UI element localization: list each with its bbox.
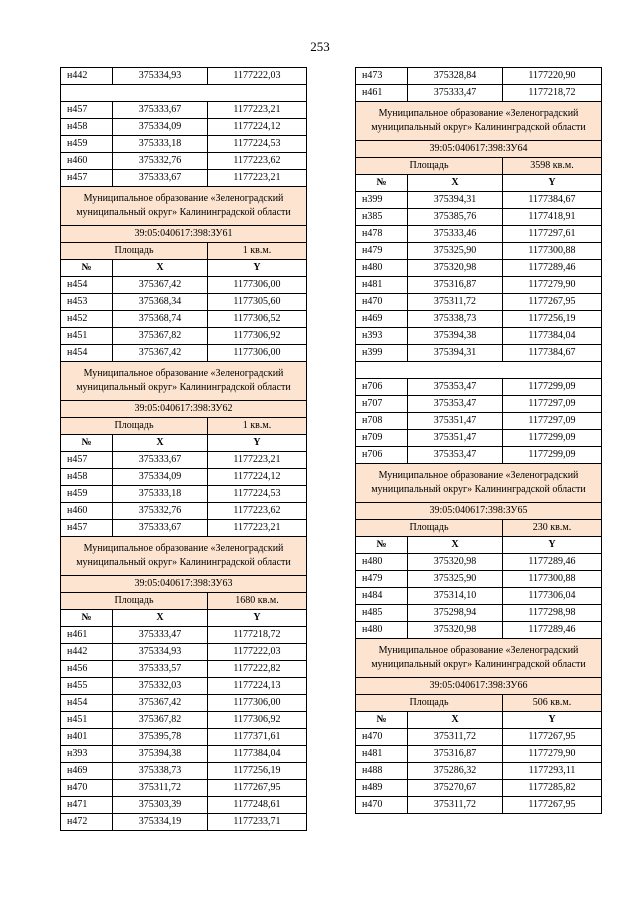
area-row (356, 520, 602, 537)
column-header-number: № (61, 260, 113, 277)
point-number: н708 (356, 413, 408, 430)
point-number: н451 (61, 712, 113, 729)
table-row (61, 729, 307, 746)
coordinate-x: 375333,18 (113, 486, 208, 503)
table-row (61, 678, 307, 695)
coordinate-y: 1177218,72 (208, 627, 307, 644)
table-row (61, 328, 307, 345)
table-row (61, 814, 307, 831)
coordinate-x: 375394,38 (113, 746, 208, 763)
point-number: н461 (61, 627, 113, 644)
column-header-row (356, 537, 602, 554)
column-header-y: Y (208, 260, 307, 277)
area-row (61, 593, 307, 610)
point-number: н453 (61, 294, 113, 311)
column-header-x: X (113, 260, 208, 277)
coordinate-x: 375286,32 (408, 763, 503, 780)
coordinate-x: 375368,74 (113, 311, 208, 328)
table-row (356, 447, 602, 464)
point-number: н707 (356, 396, 408, 413)
table-row (61, 486, 307, 503)
coordinate-y: 1177285,82 (503, 780, 602, 797)
coordinate-x: 375314,10 (408, 588, 503, 605)
point-number: н459 (61, 486, 113, 503)
coordinate-x: 375333,18 (113, 136, 208, 153)
blank-cell (356, 362, 602, 379)
table-row (61, 797, 307, 814)
coordinate-y: 1177384,04 (208, 746, 307, 763)
point-number: н393 (61, 746, 113, 763)
table-row (61, 311, 307, 328)
area-label: Площадь (356, 695, 503, 712)
table-row (356, 226, 602, 243)
point-number: н470 (356, 797, 408, 814)
table-row (61, 780, 307, 797)
coordinate-x: 375333,57 (113, 661, 208, 678)
area-row (356, 158, 602, 175)
point-number: н479 (356, 243, 408, 260)
table-row (61, 763, 307, 780)
point-number: н399 (356, 345, 408, 362)
coordinate-y: 1177293,11 (503, 763, 602, 780)
municipality-row (356, 639, 602, 678)
point-number: н479 (356, 571, 408, 588)
column-header-x: X (113, 610, 208, 627)
table-row (61, 452, 307, 469)
coordinate-y: 1177267,95 (503, 729, 602, 746)
coordinate-y: 1177224,53 (208, 486, 307, 503)
point-number: н452 (61, 311, 113, 328)
table-row (61, 102, 307, 119)
area-value: 1680 кв.м. (208, 593, 307, 610)
area-value: 3598 кв.м. (503, 158, 602, 175)
point-number: н470 (61, 780, 113, 797)
coordinate-x: 375333,47 (408, 85, 503, 102)
cadastral-number-row (356, 141, 602, 158)
coordinate-x: 375320,98 (408, 622, 503, 639)
table-row (356, 571, 602, 588)
area-value: 1 кв.м. (208, 243, 307, 260)
table-row (356, 396, 602, 413)
point-number: н442 (61, 644, 113, 661)
point-number: н478 (356, 226, 408, 243)
area-row (61, 243, 307, 260)
table-row (356, 622, 602, 639)
coordinate-x: 375333,67 (113, 102, 208, 119)
point-number: н469 (61, 763, 113, 780)
column-header-y: Y (208, 435, 307, 452)
table-row (356, 763, 602, 780)
point-number: н485 (356, 605, 408, 622)
table-row (356, 260, 602, 277)
coordinate-x: 375311,72 (408, 294, 503, 311)
point-number: н393 (356, 328, 408, 345)
point-number: н470 (356, 729, 408, 746)
column-header-row (356, 712, 602, 729)
column-header-y: Y (503, 175, 602, 192)
table-row (356, 68, 602, 85)
coordinate-y: 1177223,21 (208, 170, 307, 187)
municipality-name: Муниципальное образование «Зеленоградский муниципальный округ» Калининградской области (61, 362, 307, 401)
column-header-x: X (408, 175, 503, 192)
coordinate-y: 1177306,92 (208, 712, 307, 729)
coordinate-y: 1177384,67 (503, 345, 602, 362)
point-number: н451 (61, 328, 113, 345)
point-number: н459 (61, 136, 113, 153)
column-header-number: № (356, 537, 408, 554)
table-row (61, 520, 307, 537)
table-row (61, 469, 307, 486)
coordinate-x: 375353,47 (408, 447, 503, 464)
coordinate-x: 375353,47 (408, 379, 503, 396)
coordinate-x: 375353,47 (408, 396, 503, 413)
point-number: н454 (61, 695, 113, 712)
point-number: н457 (61, 102, 113, 119)
table-row (61, 294, 307, 311)
municipality-name: Муниципальное образование «Зеленоградский муниципальный округ» Калининградской области (356, 464, 602, 503)
municipality-name: Муниципальное образование «Зеленоградский муниципальный округ» Калининградской области (61, 537, 307, 576)
column-header-number: № (356, 712, 408, 729)
coordinate-x: 375334,09 (113, 119, 208, 136)
cadastral-number-row (356, 678, 602, 695)
coordinate-y: 1177299,09 (503, 447, 602, 464)
coordinate-y: 1177222,03 (208, 644, 307, 661)
municipality-name: Муниципальное образование «Зеленоградский муниципальный округ» Калининградской области (61, 187, 307, 226)
point-number: н469 (356, 311, 408, 328)
coordinate-x: 375328,84 (408, 68, 503, 85)
table-row (356, 605, 602, 622)
coordinate-x: 375320,98 (408, 260, 503, 277)
point-number: н385 (356, 209, 408, 226)
coordinate-x: 375311,72 (113, 780, 208, 797)
point-number: н473 (356, 68, 408, 85)
table-row (356, 277, 602, 294)
table-row (61, 695, 307, 712)
coordinate-x: 375332,76 (113, 153, 208, 170)
point-number: н458 (61, 469, 113, 486)
cadastral-number-row (61, 401, 307, 418)
coordinate-x: 375333,46 (408, 226, 503, 243)
blank-row (356, 362, 602, 379)
coordinate-x: 375394,31 (408, 345, 503, 362)
column-header-x: X (408, 712, 503, 729)
cadastral-number-row (61, 226, 307, 243)
table-row (61, 68, 307, 85)
coordinate-y: 1177384,67 (503, 192, 602, 209)
municipality-row (61, 537, 307, 576)
coordinate-x: 375338,73 (113, 763, 208, 780)
table-row (61, 170, 307, 187)
coordinate-x: 375367,42 (113, 345, 208, 362)
table-row (356, 294, 602, 311)
point-number: н461 (356, 85, 408, 102)
municipality-row (61, 187, 307, 226)
municipality-name: Муниципальное образование «Зеленоградский муниципальный округ» Калининградской области (356, 639, 602, 678)
coordinate-y: 1177297,09 (503, 396, 602, 413)
point-number: н401 (61, 729, 113, 746)
coordinate-y: 1177305,60 (208, 294, 307, 311)
point-number: н472 (61, 814, 113, 831)
table-row (356, 311, 602, 328)
point-number: н455 (61, 678, 113, 695)
coordinate-x: 375367,42 (113, 695, 208, 712)
point-number: н470 (356, 294, 408, 311)
coordinate-y: 1177306,52 (208, 311, 307, 328)
table-row (356, 209, 602, 226)
coordinate-x: 375333,67 (113, 520, 208, 537)
municipality-row (356, 102, 602, 141)
coordinate-y: 1177299,09 (503, 379, 602, 396)
coordinate-x: 375334,93 (113, 68, 208, 85)
coordinate-y: 1177222,82 (208, 661, 307, 678)
coordinate-y: 1177256,19 (208, 763, 307, 780)
column-header-y: Y (503, 537, 602, 554)
coordinate-y: 1177299,09 (503, 430, 602, 447)
cadastral-number: 39:05:040617:398:ЗУ62 (61, 401, 307, 418)
column-header-number: № (61, 610, 113, 627)
table-row (356, 729, 602, 746)
cadastral-number: 39:05:040617:398:ЗУ63 (61, 576, 307, 593)
coordinate-x: 375325,90 (408, 571, 503, 588)
coordinate-x: 375320,98 (408, 554, 503, 571)
point-number: н454 (61, 345, 113, 362)
table-row (61, 153, 307, 170)
coordinate-x: 375298,94 (408, 605, 503, 622)
column-header-y: Y (208, 610, 307, 627)
cadastral-number: 39:05:040617:398:ЗУ66 (356, 678, 602, 695)
coordinate-x: 375338,73 (408, 311, 503, 328)
area-value: 230 кв.м. (503, 520, 602, 537)
coordinate-y: 1177306,00 (208, 345, 307, 362)
column-header-x: X (113, 435, 208, 452)
coordinate-x: 375334,19 (113, 814, 208, 831)
point-number: н488 (356, 763, 408, 780)
blank-row (61, 85, 307, 102)
coordinate-y: 1177306,00 (208, 695, 307, 712)
municipality-row (356, 464, 602, 503)
point-number: н706 (356, 379, 408, 396)
table-row (356, 797, 602, 814)
coordinate-y: 1177289,46 (503, 622, 602, 639)
table-row (61, 119, 307, 136)
column-header-number: № (356, 175, 408, 192)
coordinate-y: 1177384,04 (503, 328, 602, 345)
coordinate-y: 1177233,71 (208, 814, 307, 831)
coordinate-x: 375334,93 (113, 644, 208, 661)
table-row (356, 379, 602, 396)
coordinate-x: 375270,67 (408, 780, 503, 797)
point-number: н399 (356, 192, 408, 209)
coordinate-x: 375385,76 (408, 209, 503, 226)
point-number: н457 (61, 452, 113, 469)
area-label: Площадь (356, 158, 503, 175)
column-header-row (61, 435, 307, 452)
coordinate-y: 1177289,46 (503, 260, 602, 277)
table-row (61, 503, 307, 520)
point-number: н442 (61, 68, 113, 85)
coordinate-x: 375395,78 (113, 729, 208, 746)
coordinate-x: 375394,31 (408, 192, 503, 209)
coordinate-x: 375334,09 (113, 469, 208, 486)
coordinate-y: 1177224,13 (208, 678, 307, 695)
point-number: н457 (61, 520, 113, 537)
coordinate-x: 375367,82 (113, 328, 208, 345)
municipality-name: Муниципальное образование «Зеленоградский муниципальный округ» Калининградской области (356, 102, 602, 141)
coordinate-y: 1177418,91 (503, 209, 602, 226)
table-row (61, 644, 307, 661)
table-row (356, 554, 602, 571)
blank-cell (61, 85, 307, 102)
table-row (356, 85, 602, 102)
coordinate-y: 1177279,90 (503, 277, 602, 294)
coordinate-x: 375351,47 (408, 430, 503, 447)
area-label: Площадь (61, 593, 208, 610)
point-number: н458 (61, 119, 113, 136)
point-number: н709 (356, 430, 408, 447)
area-row (356, 695, 602, 712)
coordinate-x: 375333,67 (113, 170, 208, 187)
left-coordinates-table (60, 67, 307, 831)
point-number: н460 (61, 153, 113, 170)
point-number: н706 (356, 447, 408, 464)
column-header-row (61, 260, 307, 277)
coordinate-y: 1177306,04 (503, 588, 602, 605)
coordinate-x: 375351,47 (408, 413, 503, 430)
area-label: Площадь (61, 418, 208, 435)
coordinate-y: 1177218,72 (503, 85, 602, 102)
cadastral-number: 39:05:040617:398:ЗУ65 (356, 503, 602, 520)
point-number: н480 (356, 622, 408, 639)
point-number: н484 (356, 588, 408, 605)
table-row (61, 345, 307, 362)
point-number: н471 (61, 797, 113, 814)
coordinate-x: 375332,76 (113, 503, 208, 520)
coordinate-y: 1177267,95 (503, 797, 602, 814)
coordinate-x: 375333,47 (113, 627, 208, 644)
point-number: н480 (356, 554, 408, 571)
coordinate-x: 375367,82 (113, 712, 208, 729)
area-label: Площадь (356, 520, 503, 537)
point-number: н460 (61, 503, 113, 520)
column-header-y: Y (503, 712, 602, 729)
table-row (356, 192, 602, 209)
coordinate-y: 1177297,61 (503, 226, 602, 243)
coordinate-y: 1177223,21 (208, 520, 307, 537)
coordinate-x: 375333,67 (113, 452, 208, 469)
column-header-row (356, 175, 602, 192)
coordinate-y: 1177306,92 (208, 328, 307, 345)
column-header-number: № (61, 435, 113, 452)
column-header-row (61, 610, 307, 627)
coordinate-x: 375303,39 (113, 797, 208, 814)
coordinate-y: 1177300,88 (503, 243, 602, 260)
table-row (356, 780, 602, 797)
point-number: н481 (356, 277, 408, 294)
table-row (356, 328, 602, 345)
coordinate-y: 1177279,90 (503, 746, 602, 763)
area-value: 506 кв.м. (503, 695, 602, 712)
right-coordinates-table (355, 67, 602, 814)
table-row (356, 345, 602, 362)
coordinate-y: 1177223,21 (208, 452, 307, 469)
coordinate-y: 1177224,12 (208, 119, 307, 136)
coordinate-y: 1177298,98 (503, 605, 602, 622)
cadastral-number: 39:05:040617:398:ЗУ64 (356, 141, 602, 158)
table-row (61, 277, 307, 294)
coordinate-y: 1177289,46 (503, 554, 602, 571)
coordinate-x: 375316,87 (408, 277, 503, 294)
table-row (61, 661, 307, 678)
coordinate-y: 1177224,12 (208, 469, 307, 486)
coordinate-y: 1177256,19 (503, 311, 602, 328)
point-number: н480 (356, 260, 408, 277)
table-row (356, 588, 602, 605)
coordinate-x: 375332,03 (113, 678, 208, 695)
table-row (356, 413, 602, 430)
coordinate-y: 1177300,88 (503, 571, 602, 588)
cadastral-number-row (61, 576, 307, 593)
table-row (61, 712, 307, 729)
table-row (61, 136, 307, 153)
area-value: 1 кв.м. (208, 418, 307, 435)
column-header-x: X (408, 537, 503, 554)
cadastral-number-row (356, 503, 602, 520)
coordinate-y: 1177267,95 (503, 294, 602, 311)
table-row (356, 243, 602, 260)
point-number: н457 (61, 170, 113, 187)
coordinate-x: 375311,72 (408, 729, 503, 746)
coordinate-y: 1177223,62 (208, 153, 307, 170)
coordinate-y: 1177222,03 (208, 68, 307, 85)
point-number: н481 (356, 746, 408, 763)
municipality-row (61, 362, 307, 401)
point-number: н456 (61, 661, 113, 678)
table-row (356, 746, 602, 763)
coordinate-x: 375394,38 (408, 328, 503, 345)
coordinate-x: 375316,87 (408, 746, 503, 763)
table-row (61, 627, 307, 644)
coordinate-x: 375367,42 (113, 277, 208, 294)
point-number: н489 (356, 780, 408, 797)
area-label: Площадь (61, 243, 208, 260)
coordinate-x: 375311,72 (408, 797, 503, 814)
coordinate-x: 375325,90 (408, 243, 503, 260)
coordinate-y: 1177371,61 (208, 729, 307, 746)
coordinate-y: 1177248,61 (208, 797, 307, 814)
table-row (356, 430, 602, 447)
coordinate-y: 1177220,90 (503, 68, 602, 85)
area-row (61, 418, 307, 435)
coordinate-y: 1177297,09 (503, 413, 602, 430)
coordinate-y: 1177224,53 (208, 136, 307, 153)
coordinate-y: 1177223,21 (208, 102, 307, 119)
coordinate-y: 1177223,62 (208, 503, 307, 520)
coordinate-x: 375368,34 (113, 294, 208, 311)
point-number: н454 (61, 277, 113, 294)
coordinate-y: 1177267,95 (208, 780, 307, 797)
page-number: 253 (310, 39, 330, 54)
table-row (61, 746, 307, 763)
cadastral-number: 39:05:040617:398:ЗУ61 (61, 226, 307, 243)
coordinate-y: 1177306,00 (208, 277, 307, 294)
